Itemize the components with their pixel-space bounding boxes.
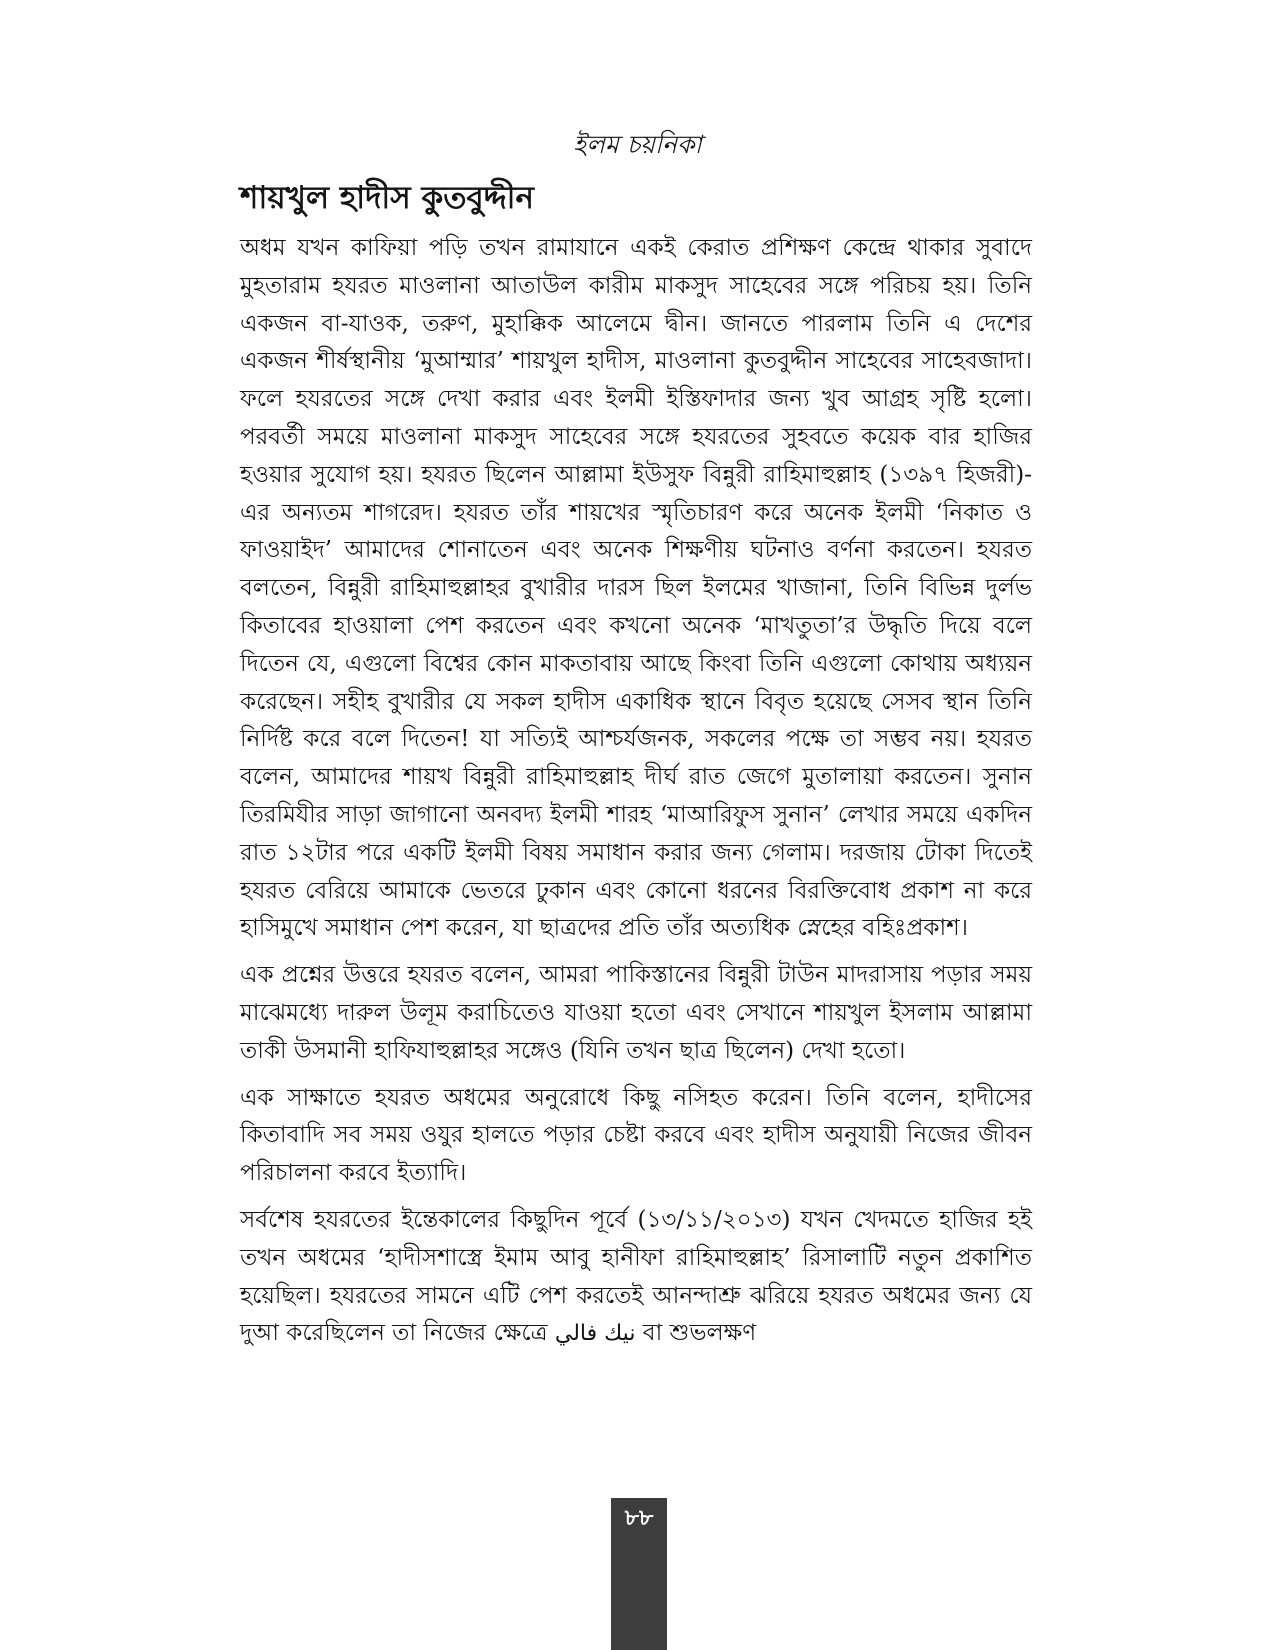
paragraph-4 bbox=[240, 1202, 1032, 1353]
paragraph-4-text-start: সর্বশেষ হযরতের ইন্তেকালের কিছুদিন পূর্বে (১৩/১১/২০১৩) যখন খেদমতে হাজির হই তখন অধমের ‘হাদীসশাস্ত্রে ইমাম আবু হানীফা রাহিমাহুল্লাহ’ রিসালাটি নতুন প্রকাশিত হয়েছিল। হযরতের সামনে এটি পেশ করতেই আনন্দাশ্রু ঝরিয়ে হযরত অধমের জন্য যে দুআ করেছিলেন তা নিজের ক্ষেত্রে bbox=[240, 1206, 1032, 1347]
page-number: ৮৮ bbox=[624, 1505, 654, 1531]
paragraph-4-text-end: বা শুভলক্ষণ bbox=[635, 1320, 757, 1347]
chapter-title: শায়খুল হাদীস কুতবুদ্দীন bbox=[240, 180, 535, 216]
paragraph-1: অধম যখন কাফিয়া পড়ি তখন রামাযানে একই কেরাত প্রশিক্ষণ কেন্দ্রে থাকার সুবাদে মুহতারাম হযরত মাওলানা আতাউল কারীম মাকসুদ সাহেবের সঙ্গে পরিচয় হয়। তিনি একজন বা-যাওক, তরুণ, মুহাক্কিক আলেমে দ্বীন। জানতে পারলাম তিনি এ দেশের একজন শীর্ষস্থানীয় ‘মুআম্মার’ শায়খুল হাদীস, মাওলানা কুতবুদ্দীন সাহেবের সাহেবজাদা। ফলে হযরতের সঙ্গে দেখা করার এবং ইলমী ইস্তিফাদার জন্য খুব আগ্রহ সৃষ্টি হলো। পরবর্তী সময়ে মাওলানা মাকসুদ সাহেবের সঙ্গে হযরতের সুহবতে কয়েক বার হাজির হওয়ার সুযোগ হয়। হযরত ছিলেন আল্লামা ইউসুফ বিন্নুরী রাহিমাহুল্লাহ (১৩৯৭ হিজরী)-এর অন্যতম শাগরেদ। হযরত তাঁর শায়খের স্মৃতিচারণ করে অনেক ইলমী ‘নিকাত ও ফাওয়াইদ’ আমাদের শোনাতেন এবং অনেক শিক্ষণীয় ঘটনাও বর্ণনা করতেন। হযরত বলতেন, বিন্নুরী রাহিমাহুল্লাহর বুখারীর দারস ছিল ইলমের খাজানা, তিনি বিভিন্ন দুর্লভ কিতাবের হাওয়ালা পেশ করতেন এবং কখনো অনেক ‘মাখতুতা’র উদ্ধৃতি দিয়ে বলে দিতেন যে, এগুলো বিশ্বের কোন মাকতাবায় আছে কিংবা তিনি এগুলো কোথায় অধ্যয়ন করেছেন। সহীহ বুখারীর যে সকল হাদীস একাধিক স্থানে বিবৃত হয়েছে সেসব স্থান তিনি নির্দিষ্ট করে বলে দিতেন! যা সত্যিই আশ্চর্যজনক, সকলের পক্ষে তা সম্ভব নয়। হযরত বলেন, আমাদের শায়খ বিন্নুরী রাহিমাহুল্লাহ দীর্ঘ রাত জেগে মুতালায়া করতেন। সুনান তিরমিযীর সাড়া জাগানো অনবদ্য ইলমী শারহ ‘মাআরিফুস সুনান’ লেখার সময়ে একদিন রাত ১২টার পরে একটি ইলমী বিষয় সমাধান করার জন্য গেলাম। দরজায় টোকা দিতেই হযরত বেরিয়ে আমাকে ভেতরে ঢুকান এবং কোনো ধরনের বিরক্তিবোধ প্রকাশ না করে হাসিমুখে সমাধান পেশ করেন, যা ছাত্রদের প্রতি তাঁর অত্যধিক স্নেহের বহিঃপ্রকাশ। bbox=[240, 235, 1032, 942]
paragraph-2: এক প্রশ্নের উত্তরে হযরত বলেন, আমরা পাকিস্তানের বিন্নুরী টাউন মাদরাসায় পড়ার সময় মাঝেমধ্যে দারুল উলূম করাচিতেও যাওয়া হতো এবং সেখানে শায়খুল ইসলাম আল্লামা তাকী উসমানী হাফিযাহুল্লাহর সঙ্গেও (যিনি তখন ছাত্র ছিলেন) দেখা হতো। bbox=[240, 962, 1032, 1064]
arabic-phrase: نيك فالي bbox=[554, 1321, 636, 1347]
page-content bbox=[240, 176, 1032, 1362]
running-header: ইলম চয়নিকা bbox=[573, 130, 702, 159]
paragraph-3: এক সাক্ষাতে হযরত অধমের অনুরোধে কিছু নসিহত করেন। তিনি বলেন, হাদীসের কিতাবাদি সব সময় ওযুর হালতে পড়ার চেষ্টা করবে এবং হাদীস অনুযায়ী নিজের জীবন পরিচালনা করবে ইত্যাদি। bbox=[240, 1084, 1032, 1187]
page-number-tab bbox=[611, 1498, 667, 1650]
